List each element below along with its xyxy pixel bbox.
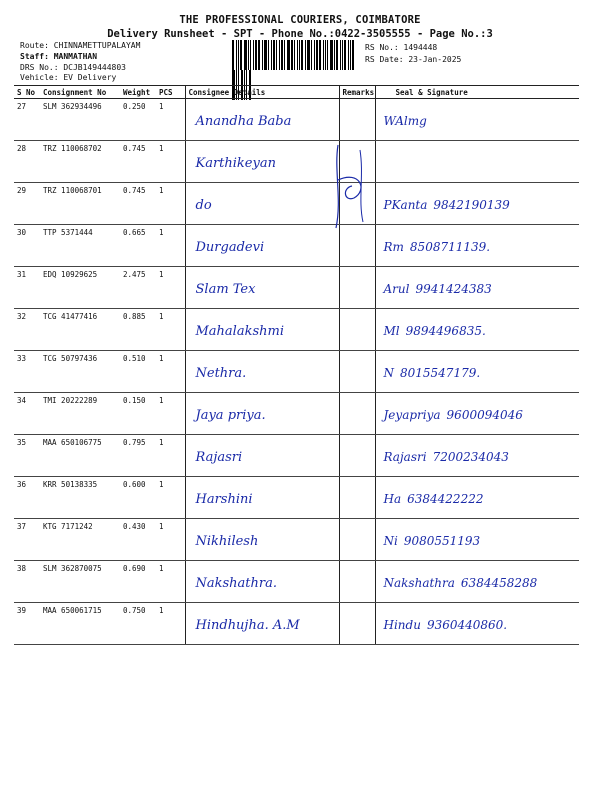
- vehicle-label: Vehicle: EV Delivery: [20, 73, 117, 82]
- signature-phone: 9080551193: [403, 534, 481, 548]
- row-weight: 0.430: [120, 519, 156, 561]
- row-signature: [375, 183, 579, 225]
- rs-date: RS Date: 23-Jan-2025: [365, 55, 462, 64]
- signature-phone: 6384422222: [407, 492, 484, 506]
- row-remarks: [339, 519, 375, 561]
- row-signature: [375, 141, 579, 183]
- table-row: [14, 141, 579, 183]
- row-pcs: 1: [156, 225, 185, 267]
- signature-mark: Jeyapriya: [383, 408, 441, 422]
- row-weight: 0.745: [120, 141, 156, 183]
- row-pcs: 1: [156, 519, 185, 561]
- row-signature: [375, 309, 579, 351]
- table-row: [14, 561, 579, 603]
- row-sno: 38: [14, 561, 40, 603]
- signature-mark: Rajasri: [383, 450, 427, 464]
- row-consignee-handwriting: Jaya priya.: [185, 393, 339, 435]
- row-sno: 36: [14, 477, 40, 519]
- row-pcs: 1: [156, 99, 185, 141]
- table-row: [14, 183, 579, 225]
- signature-mark: Hindu: [383, 618, 421, 632]
- row-consignee-handwriting: Hindhujha. A.M: [185, 603, 339, 645]
- runsheet-subtitle: Delivery Runsheet - SPT - Phone No.:0422-3505555 - Page No.:3: [107, 28, 493, 40]
- rs-number: RS No.: 1494448: [365, 43, 438, 52]
- signature-mark: Arul: [383, 282, 410, 296]
- row-consignment-no: TRZ 110068701: [40, 183, 120, 225]
- table-row: [14, 267, 579, 309]
- remark-scribble-icon: [330, 140, 375, 230]
- table-row: [14, 477, 579, 519]
- col-sno: S No: [14, 86, 40, 99]
- staff-label: Staff: MANMATHAN: [20, 52, 98, 61]
- row-pcs: 1: [156, 435, 185, 477]
- row-remarks: [339, 267, 375, 309]
- row-signature: [375, 477, 579, 519]
- table-row: [14, 519, 579, 561]
- row-consignment-no: TCG 50797436: [40, 351, 120, 393]
- row-consignment-no: TCG 41477416: [40, 309, 120, 351]
- table-row: [14, 351, 579, 393]
- row-consignee-handwriting: Mahalakshmi: [185, 309, 339, 351]
- signature-phone: 6384458288: [460, 576, 538, 590]
- col-consignee: Consignee Details: [185, 86, 339, 99]
- row-remarks: [339, 561, 375, 603]
- row-consignee-handwriting: Durgadevi: [185, 225, 339, 267]
- row-pcs: 1: [156, 141, 185, 183]
- row-consignee-handwriting: Karthikeyan: [185, 141, 339, 183]
- row-signature: [375, 393, 579, 435]
- row-consignee-handwriting: Rajasri: [185, 435, 339, 477]
- row-weight: 0.150: [120, 393, 156, 435]
- row-weight: 0.665: [120, 225, 156, 267]
- row-sno: 35: [14, 435, 40, 477]
- row-pcs: 1: [156, 561, 185, 603]
- row-sno: 37: [14, 519, 40, 561]
- signature-mark: Rm: [383, 240, 404, 254]
- row-weight: 0.600: [120, 477, 156, 519]
- row-consignment-no: KRR 50138335: [40, 477, 120, 519]
- barcode-icon: [232, 40, 358, 70]
- row-sno: 39: [14, 603, 40, 645]
- signature-phone: 8508711139.: [409, 240, 491, 254]
- row-signature: [375, 519, 579, 561]
- row-remarks: [339, 351, 375, 393]
- col-weight: Weight: [120, 86, 156, 99]
- row-weight: 0.250: [120, 99, 156, 141]
- row-weight: 2.475: [120, 267, 156, 309]
- row-sno: 30: [14, 225, 40, 267]
- row-signature: [375, 603, 579, 645]
- signature-phone: 8015547179.: [400, 366, 481, 380]
- row-consignment-no: SLM 362934496: [40, 99, 120, 141]
- row-signature: [375, 99, 579, 141]
- row-consignment-no: MAA 650106775: [40, 435, 120, 477]
- row-consignment-no: KTG 7171242: [40, 519, 120, 561]
- signature-phone: 9360440860.: [426, 618, 508, 632]
- row-pcs: 1: [156, 183, 185, 225]
- row-remarks: [339, 393, 375, 435]
- row-sno: 34: [14, 393, 40, 435]
- row-weight: 0.795: [120, 435, 156, 477]
- row-pcs: 1: [156, 267, 185, 309]
- row-sno: 32: [14, 309, 40, 351]
- table-row: [14, 99, 579, 141]
- table-header-row: [14, 86, 579, 99]
- row-remarks: [339, 603, 375, 645]
- row-pcs: 1: [156, 351, 185, 393]
- table-row: [14, 309, 579, 351]
- route-label: Route: CHINNAMETTUPALAYAM: [20, 41, 141, 50]
- row-consignee-handwriting: Slam Tex: [185, 267, 339, 309]
- row-pcs: 1: [156, 393, 185, 435]
- row-weight: 0.885: [120, 309, 156, 351]
- row-signature: [375, 435, 579, 477]
- table-row: [14, 225, 579, 267]
- signature-mark: Ml: [383, 324, 400, 338]
- row-signature: [375, 351, 579, 393]
- col-pcs: PCS: [156, 86, 185, 99]
- row-pcs: 1: [156, 477, 185, 519]
- col-remarks: Remarks: [339, 86, 375, 99]
- row-pcs: 1: [156, 603, 185, 645]
- signature-phone: 9842190139: [433, 198, 510, 212]
- row-consignee-handwriting: Nakshathra.: [185, 561, 339, 603]
- signature-phone: 9600094046: [446, 408, 523, 422]
- row-remarks: [339, 309, 375, 351]
- signature-mark: WAlmg: [383, 114, 427, 128]
- signature-phone: 9894496835.: [405, 324, 486, 338]
- row-consignment-no: TRZ 110068702: [40, 141, 120, 183]
- signature-mark: Nakshathra: [383, 576, 455, 590]
- col-seal: Seal & Signature: [375, 86, 579, 99]
- row-signature: [375, 561, 579, 603]
- signature-mark: N: [383, 366, 394, 380]
- row-weight: 0.750: [120, 603, 156, 645]
- signature-mark: Ha: [383, 492, 402, 506]
- runsheet-table: [14, 85, 579, 645]
- row-consignee-handwriting: Nikhilesh: [185, 519, 339, 561]
- company-title: THE PROFESSIONAL COURIERS, COIMBATORE: [179, 14, 421, 26]
- row-consignment-no: MAA 650061715: [40, 603, 120, 645]
- row-sno: 28: [14, 141, 40, 183]
- row-remarks: [339, 99, 375, 141]
- row-remarks: [339, 225, 375, 267]
- row-remarks: [339, 435, 375, 477]
- signature-mark: PKanta: [383, 198, 428, 212]
- row-weight: 0.745: [120, 183, 156, 225]
- row-consignment-no: TMI 20222289: [40, 393, 120, 435]
- row-remarks: [339, 477, 375, 519]
- row-weight: 0.510: [120, 351, 156, 393]
- row-signature: [375, 225, 579, 267]
- signature-phone: 7200234043: [432, 450, 509, 464]
- row-consignee-handwriting: Harshini: [185, 477, 339, 519]
- row-sno: 29: [14, 183, 40, 225]
- row-consignee-handwriting: Anandha Baba: [185, 99, 339, 141]
- row-sno: 31: [14, 267, 40, 309]
- row-sno: 33: [14, 351, 40, 393]
- signature-mark: Ni: [383, 534, 398, 548]
- table-row: [14, 435, 579, 477]
- row-consignment-no: SLM 362870075: [40, 561, 120, 603]
- col-consignment: Consignment No: [40, 86, 120, 99]
- drs-label: DRS No.: DCJB149444803: [20, 63, 126, 72]
- row-consignment-no: TTP 5371444: [40, 225, 120, 267]
- row-consignee-handwriting: Nethra.: [185, 351, 339, 393]
- row-weight: 0.690: [120, 561, 156, 603]
- row-consignee-handwriting: do: [185, 183, 339, 225]
- row-pcs: 1: [156, 309, 185, 351]
- row-sno: 27: [14, 99, 40, 141]
- row-consignment-no: EDQ 10929625: [40, 267, 120, 309]
- signature-phone: 9941424383: [415, 282, 492, 296]
- row-signature: [375, 267, 579, 309]
- table-row: [14, 393, 579, 435]
- table-row: [14, 603, 579, 645]
